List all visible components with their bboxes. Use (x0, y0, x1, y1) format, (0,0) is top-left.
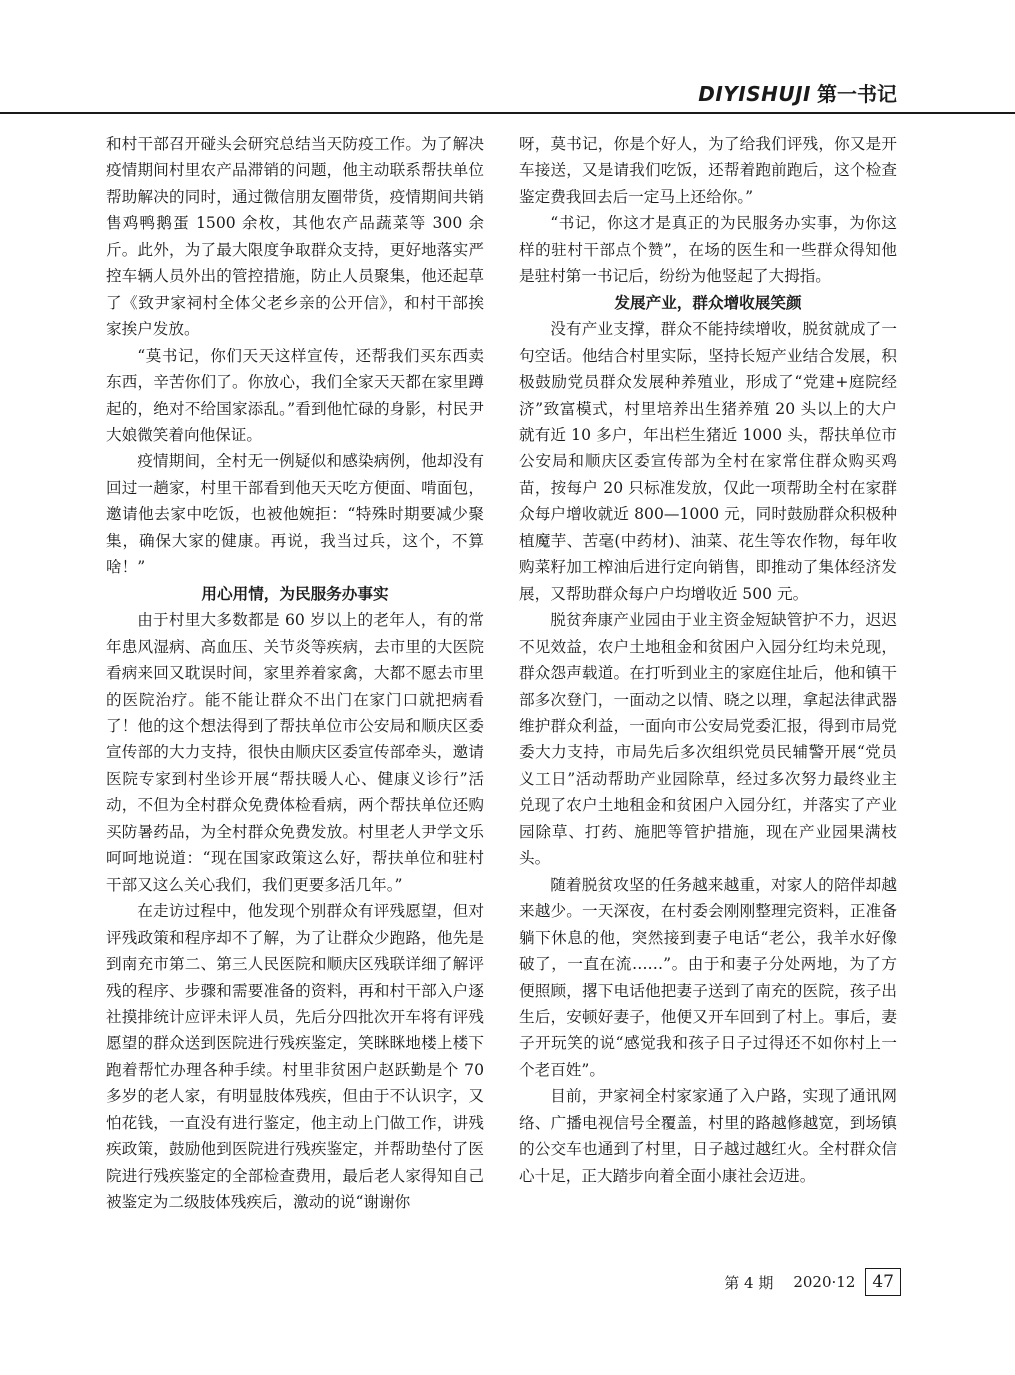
section-heading: 发展产业，群众增收展笑颜 (614, 293, 802, 312)
page-footer (724, 1268, 901, 1296)
page-number: 47 (865, 1268, 901, 1296)
paragraph: 在走访过程中，他发现个别群众有评残愿望，但对评残政策和程序却不了解，为了让群众少跑路，他先是到南充市第二、第三人民医院和顺庆区残联详细了解评残的程序、步骤和需要准备的资料，再和村干部入户逐社摸排统计应评未评人员，先后分四批次开车将有评残愿望的群众送到医院进行残疾鉴定，笑眯眯地楼上楼下跑着帮忙办理各种手续。村里非贫困户赵跃勤是个 70 多岁的老人家，有明显肢体残疾，但由于不认识字，又怕花钱，一直没有进行鉴定，他主动上门做工作，讲残疾政策，鼓励他到医院进行残疾鉴定，并帮助垫付了医院进行残疾鉴定的全部检查费用，最后老人家得知自己被鉴定为二级肢体残疾后，激动的说“谢谢你 (106, 902, 484, 1212)
paragraph: “莫书记，你们天天这样宣传，还帮我们买东西卖东西，辛苦你们了。你放心，我们全家天天都在家里蹲起的，绝对不给国家添乱。”看到他忙碌的身影，村民尹大娘微笑着向他保证。 (106, 346, 484, 444)
article-column-right (519, 131, 897, 1189)
magazine-brand (698, 78, 897, 107)
paragraph: 随着脱贫攻坚的任务越来越重，对家人的陪伴却越来越少。一天深夜，在村委会刚刚整理完资料，正准备躺下休息的他，突然接到妻子电话“老公，我羊水好像破了，一直在流……”。由于和妻子分处两地，为了方便照顾，撂下电话他把妻子送到了南充的医院，孩子出生后，安顿好妻子，他便又开车回到了村上。事后，妻子开玩笑的说“感觉我和孩子日子过得还不如你村上一个老百姓”。 (519, 875, 897, 1079)
paragraph: 呀，莫书记，你是个好人，为了给我们评残，你又是开车接送，又是请我们吃饭，还帮着跑前跑后，这个检查鉴定费我回去后一定马上还给你。” (519, 135, 897, 206)
paragraph: “书记，你这才是真正的为民服务办实事，为你这样的驻村干部点个赞”，在场的医生和一些群众得知他是驻村第一书记后，纷纷为他竖起了大拇指。 (519, 214, 897, 286)
issue-number: 第 4 期 (724, 1273, 774, 1292)
paragraph: 目前，尹家祠全村家家通了入户路，实现了通讯网络、广播电视信号全覆盖，村里的路越修越宽，到场镇的公交车也通到了村里，日子越过越红火。全村群众信心十足，正大踏步向着全面小康社会迈进。 (519, 1087, 897, 1185)
brand-chinese: 第一书记 (817, 82, 897, 106)
header-divider (0, 112, 1015, 114)
paragraph: 由于村里大多数都是 60 岁以上的老年人，有的常年患风湿病、高血压、关节炎等疾病，去市里的大医院看病来回又耽误时间，家里养着家禽，大都不愿去市里的医院治疗。能不能让群众不出门在家门口就把病看了！他的这个想法得到了帮扶单位市公安局和顺庆区委宣传部的大力支持，很快由顺庆区委宣传部牵头，邀请医院专家到村坐诊开展“帮扶暖人心、健康义诊行”活动，不但为全村群众免费体检看病，两个帮扶单位还购买防暑药品，为全村群众免费发放。村里老人尹学文乐呵呵地说道：“现在国家政策这么好，帮扶单位和驻村干部又这么关心我们，我们更要多活几年。” (106, 611, 484, 894)
issue-date: 2020·12 (793, 1273, 856, 1291)
section-heading: 用心用情，为民服务办事实 (201, 584, 389, 603)
paragraph: 和村干部召开碰头会研究总结当天防疫工作。为了解决疫情期间村里农产品滞销的问题，他主动联系帮扶单位帮助解决的同时，通过微信朋友圈带货，疫情期间共销售鸡鸭鹅蛋 1500 余枚，其他农产品蔬菜等 300 余斤。此外，为了最大限度争取群众支持，更好地落实严控车辆人员外出的管控措施，防止人员聚集，他还起草了《致尹家祠村全体父老乡亲的公开信》，和村干部挨家挨户发放。 (106, 135, 484, 339)
paragraph: 没有产业支撑，群众不能持续增收，脱贫就成了一句空话。他结合村里实际，坚持长短产业结合发展，积极鼓励党员群众发展种养殖业，形成了“党建+庭院经济”致富模式，村里培养出生猪养殖 20 头以上的大户就有近 10 多户，年出栏生猪近 1000 头，帮扶单位市公安局和顺庆区委宣传部为全村在家常住群众购买鸡苗，按每户 20 只标准发放，仅此一项帮助全村在家群众每户增收就近 800—1000 元，同时鼓励群众积极种植魔芋、苦毫(中药材)、油菜、花生等农作物，每年收购菜籽加工榨油后进行定向销售，即推动了集体经济发展，又帮助群众每户户均增收近 500 元。 (519, 320, 897, 603)
article-column-left (106, 131, 484, 1216)
paragraph: 疫情期间，全村无一例疑似和感染病例，他却没有回过一趟家，村里干部看到他天天吃方便面、啃面包，邀请他去家中吃饭，也被他婉拒：“特殊时期要减少聚集，确保大家的健康。再说，我当过兵，这个，不算啥！” (106, 452, 484, 577)
page-header (0, 78, 1015, 114)
paragraph: 脱贫奔康产业园由于业主资金短缺管护不力，迟迟不见效益，农户土地租金和贫困户入园分红均未兑现，群众怨声载道。在打听到业主的家庭住址后，他和镇干部多次登门，一面动之以情、晓之以理，拿起法律武器维护群众利益，一面向市公安局党委汇报，得到市局党委大力支持，市局先后多次组织党员民辅警开展“党员义工日”活动帮助产业园除草，经过多次努力最终业主兑现了农户土地租金和贫困户入园分红，并落实了产业园除草、打药、施肥等管护措施，现在产业园果满枝头。 (519, 611, 897, 868)
brand-latin: DIYISHUJI (698, 82, 811, 106)
